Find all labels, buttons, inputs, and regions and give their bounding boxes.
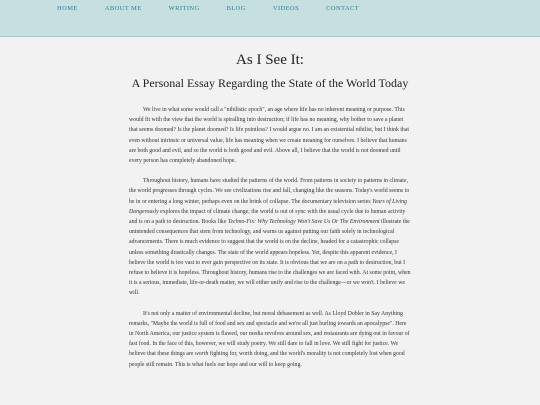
nav-link-contact[interactable]: CONTACT: [326, 4, 360, 12]
paragraph-3-text-a: It's not only a matter of environmental decline, but moral debasement as well. As Lloyd Dobler in Say Anything remarks, "Maybe the world is full of food and sex and spectacle and we're all just hurling towards an apocalypse". Here in North America, our justice system is flawed, our media revolves around sex, and restaurants are dying out in favour of fast food. In the face of this, however, we will study poetry. We still dare to fall in love. We still fight for justice. We believe that these things are: [129, 310, 410, 358]
page-subtitle: A Personal Essay Regarding the State of the World Today: [131, 76, 409, 90]
essay-content: [129, 37, 411, 370]
paragraph-2-text-a: Throughout history, humans have studied the patterns of the world. From patterns in society to patterns in climate, the world progresses through cycles. We see civilizations rise and fall, changing like the seasons. Today's world seems to be in or entering a long winter, perhaps even on the brink of collapse. The documentary television series: [129, 178, 410, 205]
emphasis-worth: worth: [194, 351, 209, 358]
book-title: Techno-Fix: Why Technology Won't Save Us Or The Environment: [227, 219, 380, 226]
nav-link-home[interactable]: HOME: [57, 4, 78, 12]
nav-link-videos[interactable]: VIDEOS: [272, 4, 300, 12]
nav-link-blog[interactable]: BLOG: [226, 4, 246, 12]
essay-paragraph-3: [129, 309, 411, 370]
main-nav: [57, 4, 386, 22]
documentary-title: Years of Living Dangerously: [129, 198, 407, 215]
essay-paragraph-2: [129, 176, 411, 298]
page-title: As I See It:: [236, 52, 304, 68]
paragraph-2-text-b: explores the impact of climate change; the world is out of sync with the usual cycle due to human activity and is on a path to destruction. Books like: [129, 208, 406, 226]
paragraph-2-text-c: illustrate the unintended consequences that stem from technology, and warns us against putting our faith solely in technological advancements. There is much evidence to suggest that the world is on the decline, headed for a catastrophic collapse unless something drastically changes. The state of the world appears hopeless. Yet, despite this apparent evidence, I believe the world is too vast to ever gain perspective on its state. It is obvious that we are on a path to destruction, but I refuse to believe it is hopeless. Throughout history, humans rise to the challenges we are faced with. At some point, when it is a serious, immediate, life-or-death matter, we will either unify and rise to the challenge—or we won't. I believe we will.: [129, 219, 411, 297]
paragraph-3-text-b: fighting for, worth doing, and the world's morality is not completely lost when good people still remain. This is what fuels our hope and our will to keep going.: [129, 351, 405, 368]
nav-link-writing[interactable]: WRITING: [168, 4, 200, 12]
nav-link-about-me[interactable]: ABOUT ME: [104, 4, 142, 12]
top-navbar: [0, 0, 540, 37]
essay-paragraph-1: We live in what some would call a "nihilistic epoch", an age where life has no inherent meaning or purpose. This would fit with the view that the world is spiralling into destruction; if life has no meaning, why bother to save a planet that seems doomed? Is the planet doomed? Is life pointless? I would argue no. I am an existential nihilist, but I think that even without intrinsic or universal value, life has meaning when we create meaning for ourselves. I believe that humans are both good and evil, and so the world is both good and evil. Above all, I believe that the world is not doomed until every person has completely abandoned hope.: [129, 107, 410, 165]
